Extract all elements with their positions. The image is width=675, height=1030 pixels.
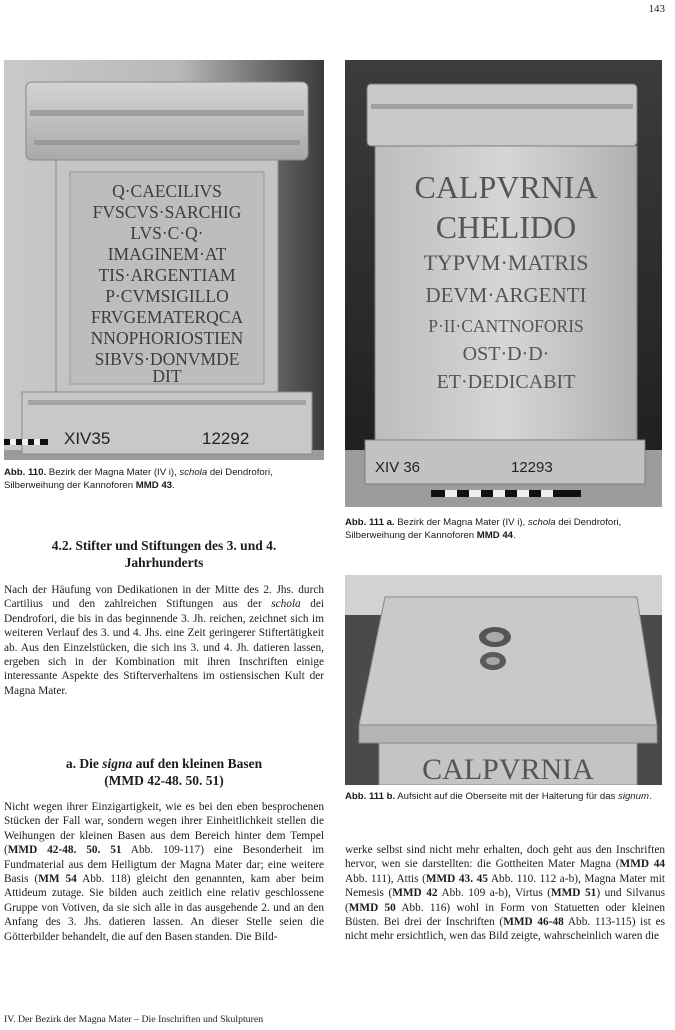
inventory-mark-110-a: XIV35 [64, 429, 111, 448]
inventory-mark-110-b: 12292 [202, 429, 250, 448]
inscription-110 [91, 181, 244, 386]
svg-text:FRVGEMATERQCA: FRVGEMATERQCA [90, 307, 244, 327]
section-heading-a: a. Die signa auf den kleinen Basen (MMD 42-48. 50. 51) [65, 756, 263, 788]
paragraph-intro: Nach der Häufung von Dedikationen in der Mitte des 2. Jhs. durch Cartilius und den zahlreichen Stiftungen aus der schola dei Dendrofori, die bis in das beginnende 3. Jh. reichen, zeichnet sich im weiteren Verlauf des 3. und 4. Jhs. eine Zeit geringerer Stiftertätigkeit ab. Aus den Einzelstücken, die sich ins 3. und 4. Jh. datieren lassen, ergeben sich in der Kombination mit ihren Inschriften einige interessante Aspekte des Stifterverhaltens im ostiensischen Kult der Magna Mater. [4, 584, 324, 697]
caption-abb111a: Abb. 111 a. Bezirk der Magna Mater (IV i), schola dei Dendrofori, Silberweihung der Kannoforen MMD 44. [345, 517, 622, 541]
svg-text:FVSCVS·SARCHIG: FVSCVS·SARCHIG [92, 202, 242, 222]
svg-text:DIT: DIT [152, 366, 182, 386]
svg-text:LVS·C·Q·: LVS·C·Q· [130, 223, 204, 243]
altar-111a-image [345, 60, 662, 507]
svg-text:P·CVMSIGILLO: P·CVMSIGILLO [105, 286, 229, 306]
caption-abb110: Abb. 110. Bezirk der Magna Mater (IV i), schola dei Dendrofori, Silberweihung der Kannoforen MMD 43. [4, 467, 273, 491]
svg-text:TIS·ARGENTIAM: TIS·ARGENTIAM [98, 265, 236, 285]
section-heading-4-2: 4.2. Stifter und Stiftungen des 3. und 4. Jahrhunderts [51, 538, 277, 570]
paragraph-continued: werke selbst sind nicht mehr erhalten, doch geht aus den Inschriften hervor, wen sie darstellten: die Gottheiten Mater Magna (MMD 44 Abb. 111), Attis (MMD 43. 45 Abb. 110. 112 a-b), Magna Mater mit Nemesis (MMD 42 Abb. 109 a-b), Virtus (MMD 51) und Silvanus (MMD 50 Abb. 116) wohl in Form von Statuetten oder kleinen Büsten. Bei drei der Inschriften (MMD 46-48 Abb. 113-115) ist es nicht mehr ersichtlich, wen das Bild zeigte, wahrscheinlich waren die [345, 844, 666, 943]
figure-abb111a-photo [345, 60, 662, 507]
svg-text:NNOPHORIOSTIEN: NNOPHORIOSTIEN [90, 328, 244, 348]
svg-text:CALPVRNIA: CALPVRNIA [414, 169, 598, 205]
svg-text:SIBVS·DONVMDE: SIBVS·DONVMDE [94, 349, 240, 369]
scale-bar-111a [431, 490, 581, 497]
inventory-mark-111a-a: XIV 36 [375, 459, 421, 476]
svg-text:ET·DEDICABIT: ET·DEDICABIT [436, 371, 576, 393]
svg-text:P·II·CANTNOFORIS: P·II·CANTNOFORIS [428, 316, 584, 336]
inscription-111b: CALPVRNIA [422, 753, 594, 785]
page-number: 143 [648, 3, 665, 15]
scale-bar-110 [4, 439, 48, 445]
svg-text:IMAGINEM·AT: IMAGINEM·AT [107, 244, 227, 264]
svg-text:TYPVM·MATRIS: TYPVM·MATRIS [423, 250, 589, 275]
svg-text:OST·D·D·: OST·D·D· [462, 343, 550, 365]
figure-abb111b-photo [345, 575, 662, 785]
svg-text:CHELIDO: CHELIDO [435, 209, 577, 245]
svg-text:DEVM·ARGENTI: DEVM·ARGENTI [425, 283, 587, 307]
running-footer: IV. Der Bezirk der Magna Mater – Die Inschriften und Skulpturen [4, 1014, 264, 1025]
altar-top-111b-image [345, 575, 662, 785]
svg-text:Q·CAECILIVS: Q·CAECILIVS [112, 181, 222, 201]
figure-abb110-photo [4, 60, 324, 460]
altar-110-image [4, 60, 324, 460]
caption-abb111b: Abb. 111 b. Aufsicht auf die Oberseite mit der Halterung für das signum. [345, 791, 652, 802]
paragraph-bases: Nicht wegen ihrer Einzigartigkeit, wie es bei den eben besprochenen Stücken der Fall war, sondern wegen ihrer Einheitlichkeit stellen die Weihungen der kleinen Basen aus dem Bereich hinter dem Tempel (MMD 42-48. 50. 51 Abb. 109-117) eine Besonderheit im Fundmaterial aus dem Heiligtum der Magna Mater dar; eine weitere Basis (MM 54 Abb. 118) gleicht den genannten, kam aber beim Attideum zutage. Sie bilden auch zeitlich eine relativ geschlossene Gruppe von Votiven, da sie sich alle in das ausgehende 2. und an den Anfang des 3. Jhs. datieren lassen. An dieser Stelle seien die Götterbilder behandelt, die auf den Basen standen. Die Bild- [4, 801, 324, 943]
inventory-mark-111a-b: 12293 [511, 459, 553, 476]
